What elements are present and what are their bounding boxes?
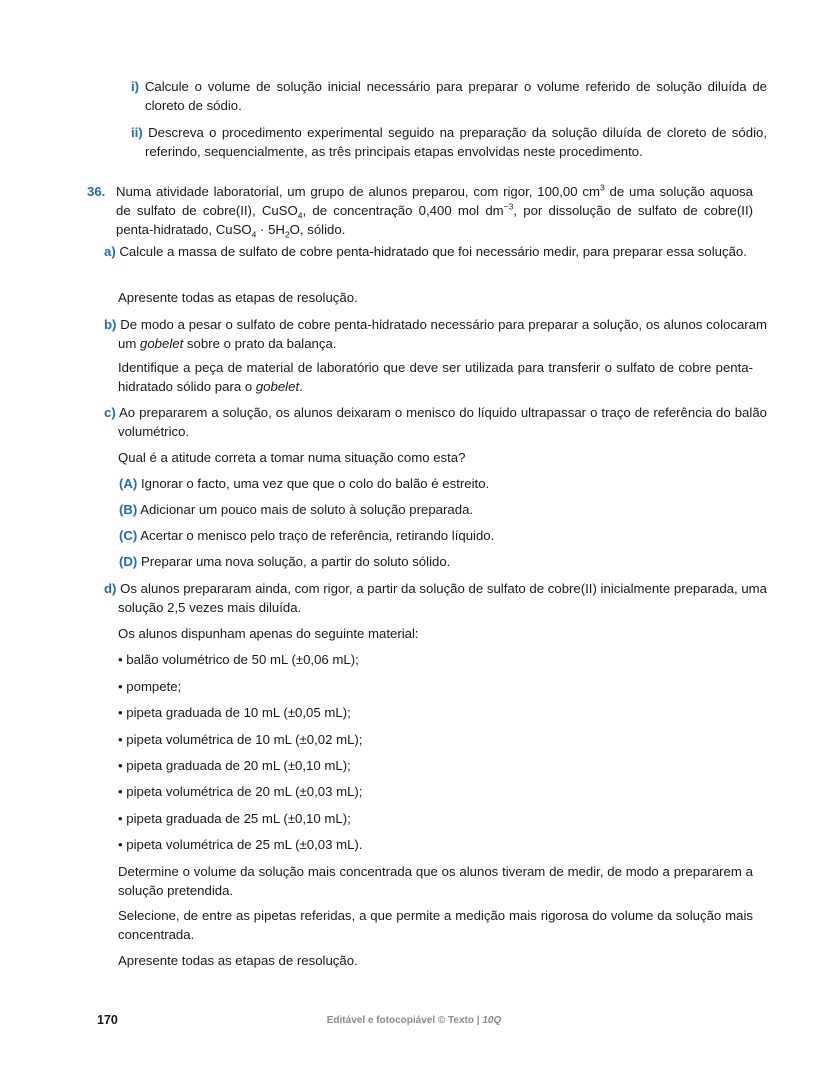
option-b[interactable]: (B) Adicionar um pouco mais de soluto à solução preparada. [119,502,474,517]
material-intro: Os alunos dispunham apenas do seguinte material: [118,626,419,641]
part-c [104,403,767,441]
part-a [104,242,767,261]
option-c[interactable]: (C) Acertar o menisco pelo traço de referência, retirando líquido. [119,528,495,543]
item-i-text: Calcule o volume de solução inicial necessário para preparar o volume referido de solução diluída de cloreto de sódio. [144,79,767,113]
part-d-task-1: Determine o volume da solução mais concentrada que os alunos tiveram de medir, de modo a prepararem a solução pretendida. [118,864,753,898]
part-b-label: b) [104,317,117,332]
part-d-note: Apresente todas as etapas de resolução. [118,953,358,968]
part-c-label: c) [104,405,116,420]
part-b: b) De modo a pesar o sulfato de cobre penta-hidratado necessário para preparar a solução, os alunos colocaram um gobelet sobre o prato da balança. [104,317,768,351]
part-a-note: Apresente todas as etapas de resolução. [118,290,358,305]
footer-copyright: Editável e fotocopiável © Texto | 10Q [326,1015,502,1026]
part-d-task-2: Selecione, de entre as pipetas referidas, a que permite a medição mais rigorosa do volume da solução mais concentrada. [118,908,753,942]
question-number: 36. [87,184,106,199]
part-d [104,579,767,617]
part-a-label: a) [104,244,116,259]
item-ii-label: ii) [131,125,143,140]
part-d-text: Os alunos prepararam ainda, com rigor, a partir da solução de sulfato de cobre(II) inicialmente preparada, uma solução 2,5 vezes mais diluída. [118,581,767,615]
part-c-question: Qual é a atitude correta a tomar numa situação como esta? [118,450,466,465]
part-d-label: d) [104,581,117,596]
material-item: • balão volumétrico de 50 mL (±0,06 mL); [118,652,359,667]
material-item: • pompete; [118,679,182,694]
material-item: • pipeta volumétrica de 20 mL (±0,03 mL); [118,784,363,799]
page-number: 170 [97,1013,118,1027]
item-ii [131,123,767,161]
item-i [131,77,767,115]
item-ii-text: Descreva o procedimento experimental seguido na preparação da solução diluída de cloreto de sódio, referindo, sequencialmente, as três principais etapas envolvidas neste procedimento. [145,125,767,159]
option-d[interactable]: (D) Preparar uma nova solução, a partir do soluto sólido. [119,554,451,569]
part-b-question: Identifique a peça de material de laboratório que deve ser utilizada para transferir o sulfato de cobre penta-hidratado sólido para o gobelet. [118,360,753,394]
material-item: • pipeta graduada de 10 mL (±0,05 mL); [118,705,351,720]
material-item: • pipeta graduada de 20 mL (±0,10 mL); [118,758,351,773]
material-item: • pipeta volumétrica de 10 mL (±0,02 mL); [118,732,363,747]
material-item: • pipeta graduada de 25 mL (±0,10 mL); [118,811,351,826]
item-i-label: i) [131,79,140,94]
option-a[interactable]: (A) Ignorar o facto, uma vez que que o colo do balão é estreito. [119,476,490,491]
part-c-text: Ao prepararem a solução, os alunos deixaram o menisco do líquido ultrapassar o traço de referência do balão volumétrico. [118,405,767,439]
part-a-text: Calcule a massa de sulfato de cobre penta-hidratado que foi necessário medir, para preparar essa solução. [119,244,747,259]
material-item: • pipeta volumétrica de 25 mL (±0,03 mL). [118,837,363,852]
question-intro: Numa atividade laboratorial, um grupo de alunos preparou, com rigor, 100,00 $cm^3$ de uma solução aquosa de sulfato de cobre(II), CuSO$_4$, de concentração 0,400 mol $dm^{-3}$, por dissolução de sulfato de cobre(II) penta-hidratado, CuSO$_4$ · $5H_2O$, sólido. [116,182,753,240]
